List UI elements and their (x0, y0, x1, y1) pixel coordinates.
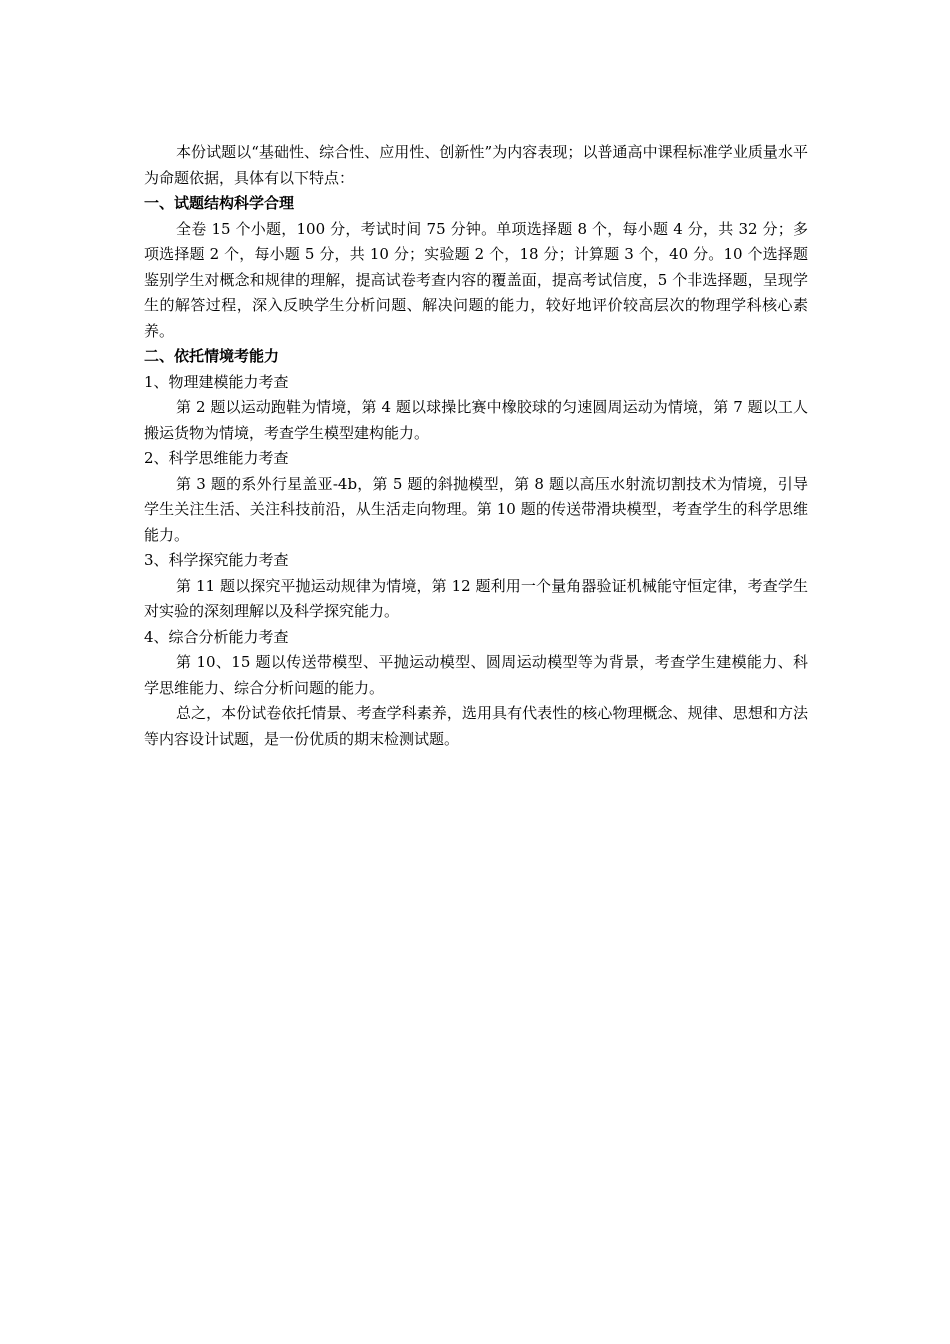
conclusion-paragraph: 总之，本份试卷依托情景、考查学科素养，选用具有代表性的核心物理概念、规律、思想和方法等内容设计试题，是一份优质的期末检测试题。 (144, 704, 808, 748)
document-body (144, 140, 808, 752)
subsection-4-paragraph: 第 10、15 题以传送带模型、平抛运动模型、圆周运动模型等为背景，考查学生建模能力、科学思维能力、综合分析问题的能力。 (144, 653, 808, 697)
subsection-1-paragraph: 第 2 题以运动跑鞋为情境，第 4 题以球操比赛中橡胶球的匀速圆周运动为情境，第 7 题以工人搬运货物为情境，考查学生模型建构能力。 (144, 398, 808, 442)
section-2-heading: 二、依托情境考能力 (144, 347, 280, 365)
subsection-3-title: 3、科学探究能力考查 (144, 551, 289, 569)
section-1-paragraph: 全卷 15 个小题，100 分，考试时间 75 分钟。单项选择题 8 个，每小题 4 分，共 32 分；多项选择题 2 个，每小题 5 分，共 10 分；实验题 2 个，18 分；计算题 3 个，40 分。10 个选择题鉴别学生对概念和规律的理解，提高试卷考查内容的覆盖面，提高考试信度，5 个非选择题，呈现学生的解答过程，深入反映学生分析问题、解决问题的能力，较好地评价较高层次的物理学科核心素养。 (144, 219, 808, 340)
subsection-2-paragraph: 第 3 题的系外行星盖亚-4b，第 5 题的斜抛模型，第 8 题以高压水射流切割技术为情境，引导学生关注生活、关注科技前沿，从生活走向物理。第 10 题的传送带滑块模型，考查学生的科学思维能力。 (144, 474, 808, 544)
intro-paragraph: 本份试题以“基础性、综合性、应用性、创新性”为内容表现；以普通高中课程标准学业质量水平为命题依据，具体有以下特点： (144, 143, 808, 187)
subsection-1-title: 1、物理建模能力考查 (144, 372, 289, 391)
subsection-2-title: 2、科学思维能力考查 (144, 449, 289, 467)
subsection-3-paragraph: 第 11 题以探究平抛运动规律为情境，第 12 题利用一个量角器验证机械能守恒定律，考查学生对实验的深刻理解以及科学探究能力。 (144, 576, 808, 620)
subsection-4-title: 4、综合分析能力考查 (144, 627, 289, 646)
section-1-heading: 一、试题结构科学合理 (144, 194, 295, 212)
